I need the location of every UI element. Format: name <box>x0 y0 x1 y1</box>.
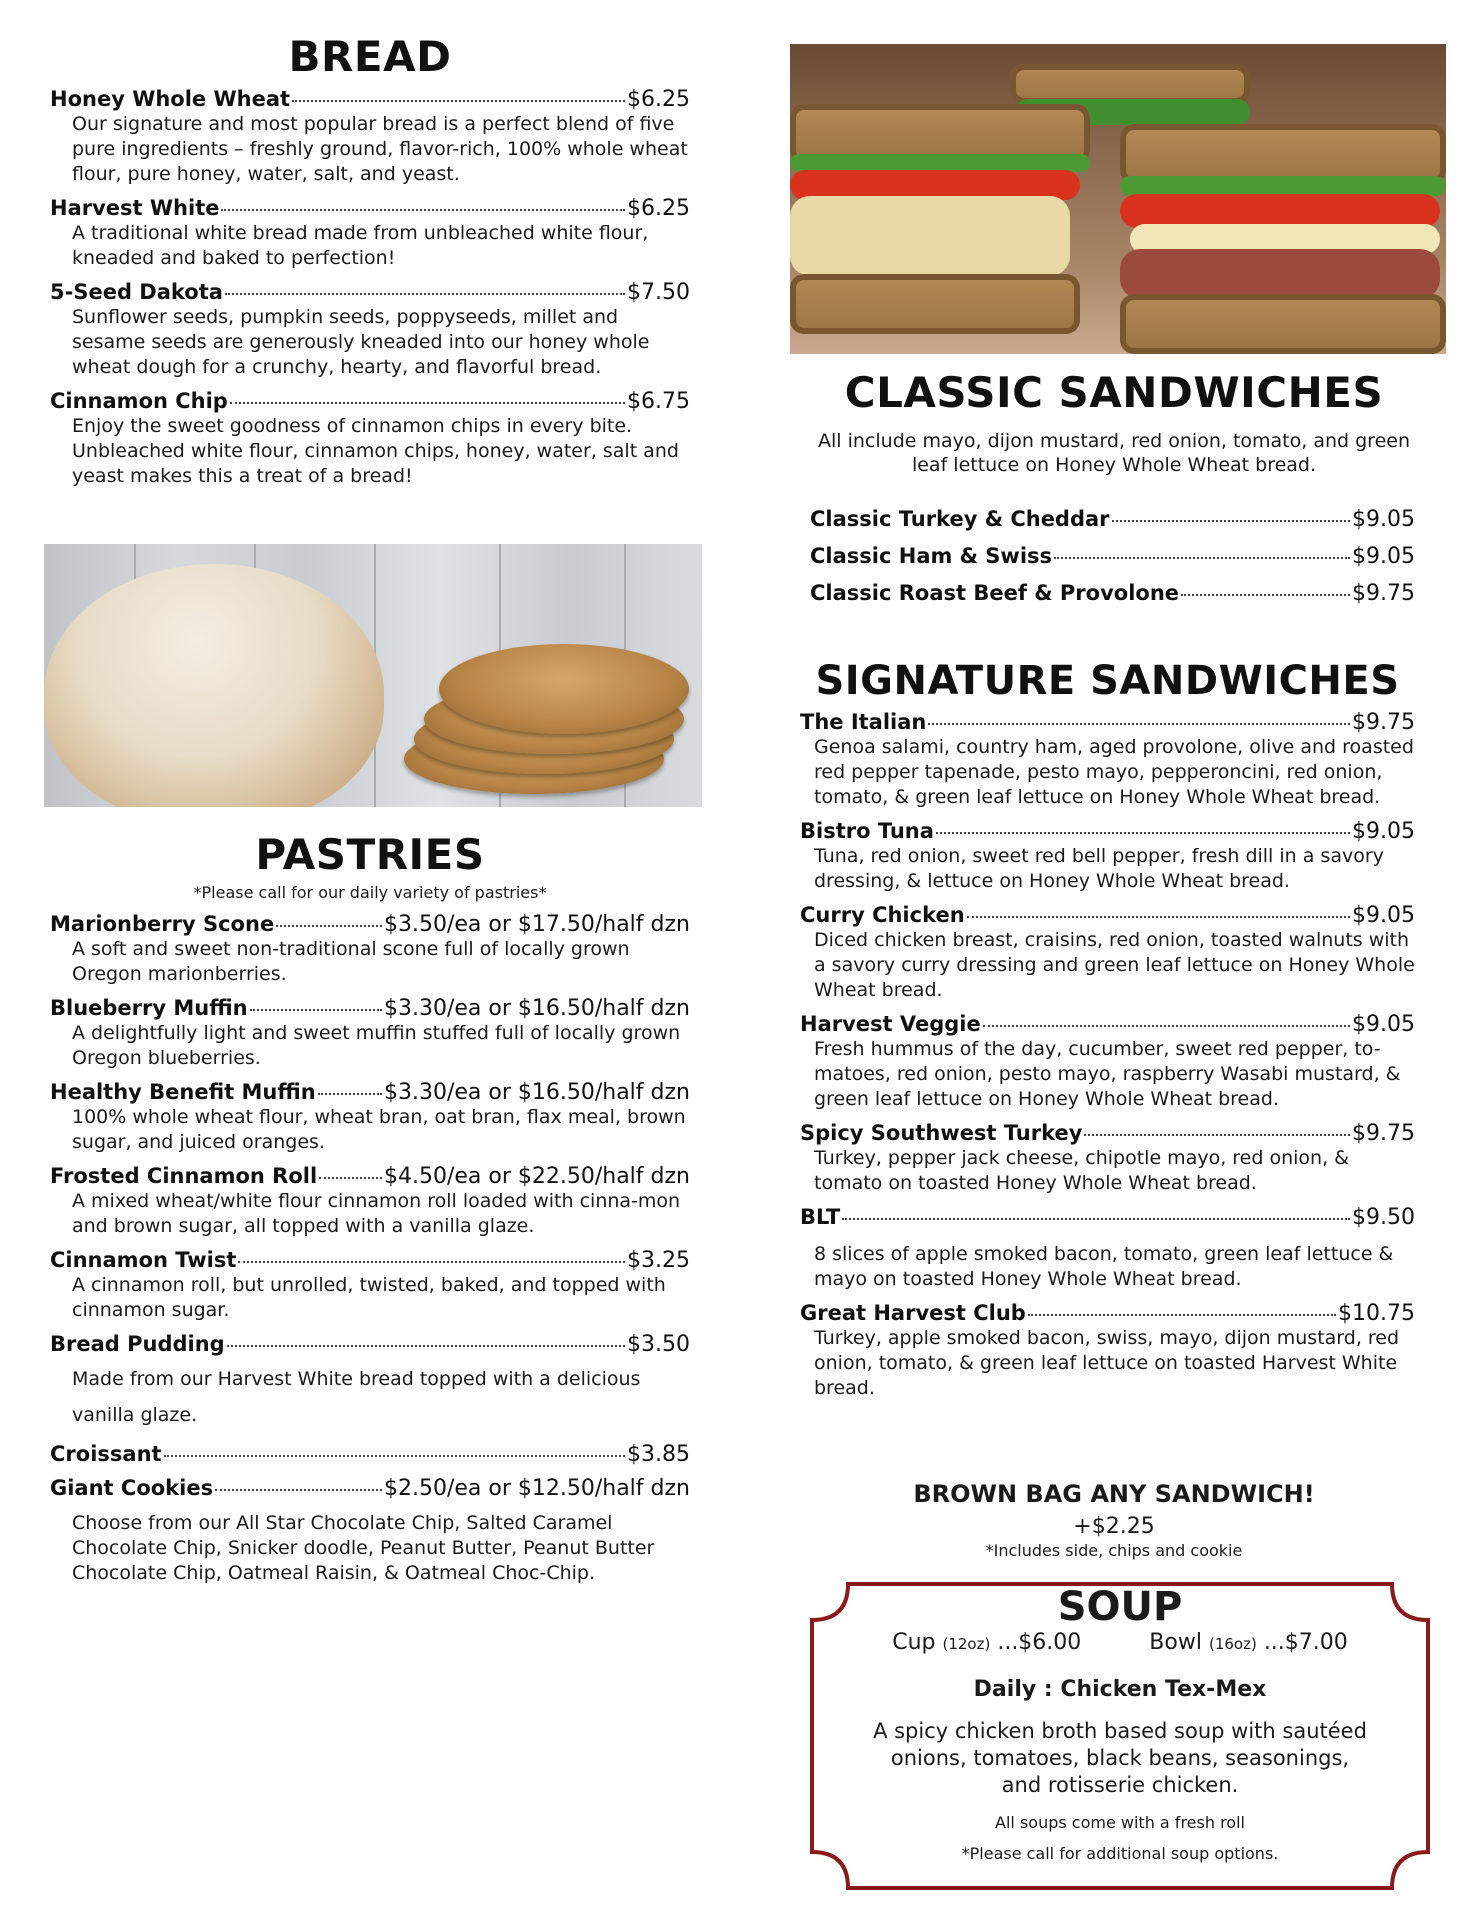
sandwiches-photo <box>790 44 1446 354</box>
item-name: The Italian <box>800 710 927 734</box>
item-price: $10.75 <box>1338 1301 1415 1326</box>
bread-section <box>50 32 690 498</box>
item-price: $2.50/ea or $12.50/half dzn <box>383 1476 690 1501</box>
bowl-price: ...$7.00 <box>1263 1630 1348 1655</box>
cookie-image <box>439 644 689 734</box>
signature-sandwiches-section <box>800 658 1415 1410</box>
item-price: $4.50/ea or $22.50/half dzn <box>383 1164 690 1189</box>
item-price: $9.05 <box>1352 819 1415 844</box>
item-name: Cinnamon Chip <box>50 389 228 413</box>
classic-item <box>810 544 1415 569</box>
pastry-item <box>50 1080 690 1155</box>
item-name: 5-Seed Dakota <box>50 280 223 304</box>
classic-item <box>810 507 1415 532</box>
item-name: Classic Ham & Swiss <box>810 544 1053 568</box>
pastries-note: *Please call for our daily variety of pastries* <box>193 883 547 902</box>
item-description: Made from our Harvest White bread topped with a delicious vanilla glaze. <box>72 1368 641 1426</box>
item-description: Diced chicken breast, craisins, red onion, toasted walnuts with a savory curry dressing and green leaf lettuce on Honey Whole Wheat bread. <box>814 929 1415 1001</box>
pastries-title: PASTRIES <box>255 830 485 879</box>
item-name: Classic Roast Beef & Provolone <box>810 581 1180 605</box>
item-name: Bistro Tuna <box>800 819 934 843</box>
item-name: Bread Pudding <box>50 1332 225 1356</box>
bread-item <box>50 389 690 489</box>
item-price: $9.05 <box>1352 1012 1415 1037</box>
item-name: Blueberry Muffin <box>50 996 248 1020</box>
item-description: Tuna, red onion, sweet red bell pepper, fresh dill in a savory dressing, & lettuce on Honey Whole Wheat bread. <box>814 845 1384 892</box>
signature-item <box>800 1012 1415 1112</box>
item-description: A traditional white bread made from unbleached white flour, kneaded and baked to perfection! <box>72 222 649 269</box>
item-price: $3.30/ea or $16.50/half dzn <box>383 996 690 1021</box>
signature-item <box>800 1301 1415 1401</box>
soup-sizes <box>808 1630 1432 1655</box>
item-name: Honey Whole Wheat <box>50 87 291 111</box>
item-price: $6.75 <box>627 389 690 414</box>
item-description: 8 slices of apple smoked bacon, tomato, green leaf lettuce & mayo on toasted Honey Whole Wheat bread. <box>814 1243 1394 1290</box>
signature-title: SIGNATURE SANDWICHES <box>815 658 1400 704</box>
cup-price: ...$6.00 <box>997 1630 1082 1655</box>
item-name: Harvest White <box>50 196 220 220</box>
item-price: $6.25 <box>627 87 690 112</box>
brown-bag-section <box>788 1480 1440 1560</box>
item-name: Great Harvest Club <box>800 1301 1026 1325</box>
pastry-item <box>50 1164 690 1239</box>
item-price: $3.25 <box>627 1248 690 1273</box>
bread-cookies-photo <box>44 544 702 807</box>
item-name: Croissant <box>50 1442 162 1466</box>
item-description: A delightfully light and sweet muffin stuffed full of locally grown Oregon blueberries. <box>72 1022 681 1069</box>
soup-title: SOUP <box>1057 1584 1183 1630</box>
item-description: Our signature and most popular bread is a perfect blend of five pure ingredients – freshly ground, flavor-rich, 100% whole wheat flour, pure honey, water, salt, and yeast. <box>72 113 688 185</box>
bread-item <box>50 87 690 187</box>
soup-box <box>808 1580 1432 1892</box>
item-name: Frosted Cinnamon Roll <box>50 1164 318 1188</box>
item-name: Harvest Veggie <box>800 1012 981 1036</box>
item-description: Turkey, pepper jack cheese, chipotle mayo, red onion, & tomato on toasted Honey Whole Wheat bread. <box>814 1147 1349 1194</box>
cup-size: (12oz) <box>942 1635 991 1653</box>
pastries-section <box>50 830 690 1595</box>
item-description: A soft and sweet non-traditional scone full of locally grown Oregon marionberries. <box>72 938 630 985</box>
item-name: Classic Turkey & Cheddar <box>810 507 1110 531</box>
pastry-item <box>50 1476 690 1586</box>
pastry-item <box>50 996 690 1071</box>
classic-sandwiches-section <box>788 368 1440 606</box>
classic-item <box>810 581 1415 606</box>
pastry-item <box>50 1332 690 1433</box>
signature-item <box>800 1121 1415 1196</box>
item-price: $9.75 <box>1352 1121 1415 1146</box>
brown-bag-note: *Includes side, chips and cookie <box>985 1541 1243 1560</box>
soup-call-note: *Please call for additional soup options. <box>961 1844 1279 1863</box>
item-name: Marionberry Scone <box>50 912 275 936</box>
pastry-item <box>50 1248 690 1323</box>
item-price: $6.25 <box>627 196 690 221</box>
item-name: Curry Chicken <box>800 903 965 927</box>
item-price: $3.30/ea or $16.50/half dzn <box>383 1080 690 1105</box>
item-description: Fresh hummus of the day, cucumber, sweet red pepper, to-matoes, red onion, pesto mayo, raspberry Wasabi mustard, & green leaf lettuce on Honey Whole Wheat bread. <box>814 1038 1401 1110</box>
pastry-item <box>50 912 690 987</box>
item-description: 100% whole wheat flour, wheat bran, oat bran, flax meal, brown sugar, and juiced oranges. <box>72 1106 686 1153</box>
bread-title: BREAD <box>288 32 452 81</box>
bread-item <box>50 280 690 380</box>
item-price: $3.50/ea or $17.50/half dzn <box>383 912 690 937</box>
item-price: $9.50 <box>1352 1205 1415 1230</box>
item-price: $3.50 <box>627 1332 690 1357</box>
classic-note: All include mayo, dijon mustard, red onion, tomato, and green leaf lettuce on Honey Whole Wheat bread. <box>818 430 1410 476</box>
bowl-size: (16oz) <box>1208 1635 1257 1653</box>
signature-item <box>800 1205 1415 1292</box>
item-price: $7.50 <box>627 280 690 305</box>
item-description: Turkey, apple smoked bacon, swiss, mayo, dijon mustard, red onion, tomato, & green leaf lettuce on toasted Harvest White bread. <box>814 1327 1400 1399</box>
item-description: Choose from our All Star Chocolate Chip, Salted Caramel Chocolate Chip, Snicker doodle, Peanut Butter, Peanut Butter Chocolate Chip, Oatmeal Raisin, & Oatmeal Choc-Chip. <box>72 1512 655 1584</box>
bowl-label: Bowl <box>1149 1630 1202 1655</box>
brown-bag-title: BROWN BAG ANY SANDWICH! <box>913 1480 1315 1508</box>
item-description: Genoa salami, country ham, aged provolone, olive and roasted red pepper tapenade, pesto mayo, pepperoncini, red onion, tomato, & green leaf lettuce on Honey Whole Wheat bread. <box>814 736 1414 808</box>
item-price: $9.75 <box>1352 710 1415 735</box>
item-price: $9.05 <box>1352 903 1415 928</box>
bread-loaf-image <box>44 564 384 807</box>
cup-label: Cup <box>892 1630 936 1655</box>
item-description: A cinnamon roll, but unrolled, twisted, baked, and topped with cinnamon sugar. <box>72 1274 666 1321</box>
item-price: $9.05 <box>1352 507 1415 532</box>
item-name: BLT <box>800 1205 841 1229</box>
item-name: Spicy Southwest Turkey <box>800 1121 1083 1145</box>
item-price: $9.05 <box>1352 544 1415 569</box>
item-name: Healthy Benefit Muffin <box>50 1080 316 1104</box>
soup-description: A spicy chicken broth based soup with sautéed onions, tomatoes, black beans, seasonings, and rotisserie chicken. <box>873 1719 1367 1797</box>
item-description: A mixed wheat/white flour cinnamon roll loaded with cinna-mon and brown sugar, all topped with a vanilla glaze. <box>72 1190 681 1237</box>
item-price: $9.75 <box>1352 581 1415 606</box>
signature-item <box>800 819 1415 894</box>
signature-item <box>800 903 1415 1003</box>
item-description: Enjoy the sweet goodness of cinnamon chips in every bite. Unbleached white flour, cinnamon chips, honey, water, salt and yeast makes this a treat of a bread! <box>72 415 679 487</box>
soup-roll-note: All soups come with a fresh roll <box>995 1813 1245 1832</box>
pastry-item <box>50 1442 690 1467</box>
item-price: $3.85 <box>627 1442 690 1467</box>
brown-bag-price: +$2.25 <box>1073 1514 1155 1539</box>
item-name: Giant Cookies <box>50 1476 214 1500</box>
classic-title: CLASSIC SANDWICHES <box>844 368 1384 417</box>
item-description: Sunflower seeds, pumpkin seeds, poppyseeds, millet and sesame seeds are generously kneaded into our honey whole wheat dough for a crunchy, hearty, and flavorful bread. <box>72 306 650 378</box>
item-name: Cinnamon Twist <box>50 1248 237 1272</box>
signature-item <box>800 710 1415 810</box>
soup-daily: Daily : Chicken Tex-Mex <box>973 1677 1267 1702</box>
bread-item <box>50 196 690 271</box>
